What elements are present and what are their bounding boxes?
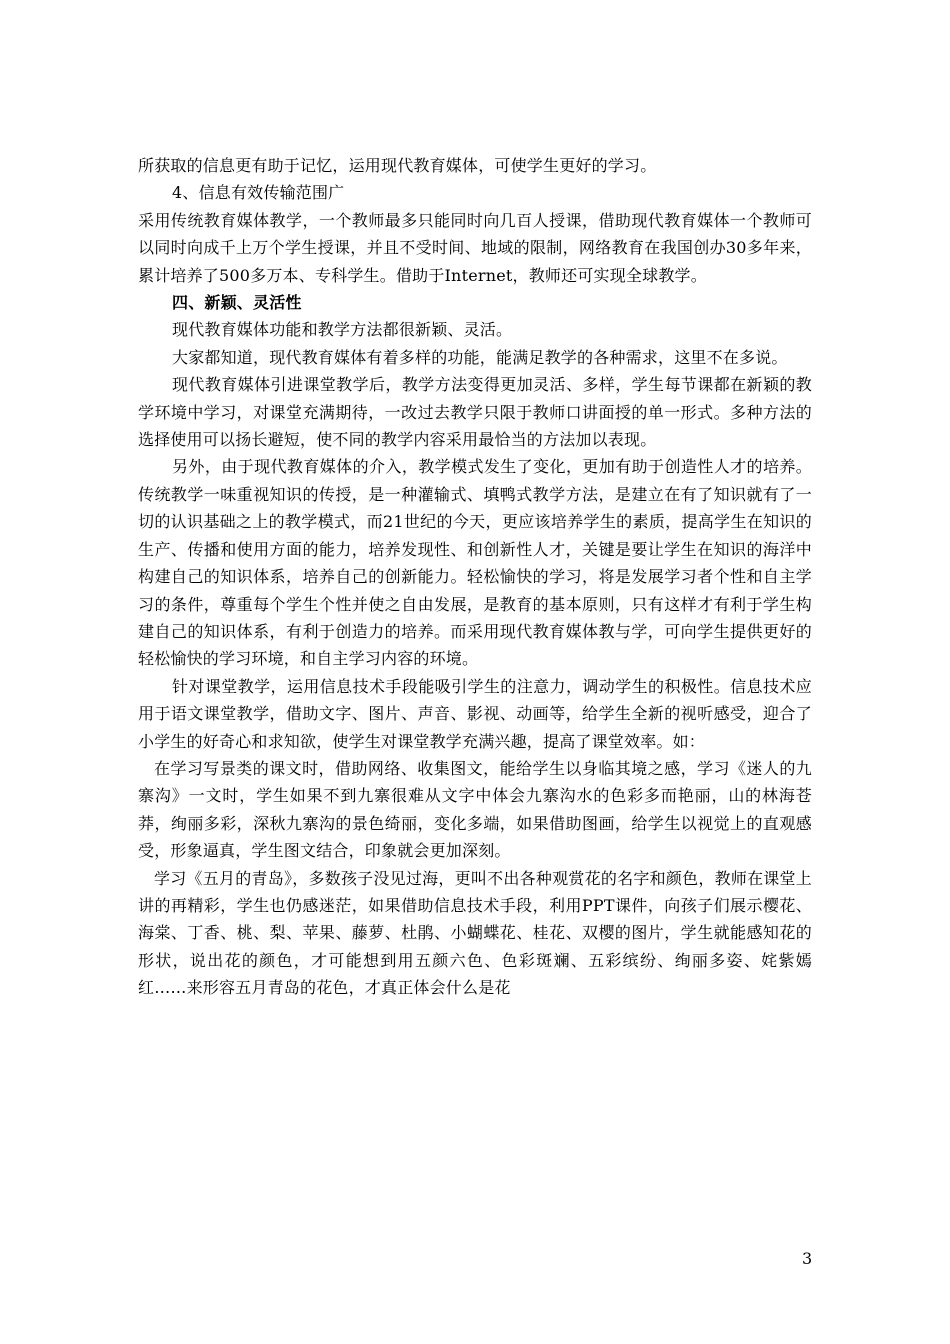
paragraph-5: 现代教育媒体引进课堂教学后，教学方法变得更加灵活、多样，学生每节课都在新颖的教学环境中学习，对课堂充满期待，一改过去教学只限于教师口讲面授的单一形式。多种方法的选择使用可以扬长避短，使不同的教学内容采用最恰当的方法加以表现。 bbox=[138, 375, 812, 450]
paragraph-9: 学习《五月的青岛》，多数孩子没见过海，更叫不出各种观赏花的名字和颜色，教师在课堂上讲的再精彩，学生也仍感迷茫，如果借助信息技术手段，利用PPT课件，向孩子们展示樱花、海棠、丁香、桃、梨、苹果、藤萝、杜鹃、小蝴蝶花、桂花、双樱的图片，学生就能感知花的形状，说出花的颜色，才可能想到用五颜六色、色彩斑斓、五彩缤纷、绚丽多姿、姹紫嫣红……来形容五月青岛的花色，才真正体会什么是花 bbox=[138, 868, 812, 998]
paragraph-1: 所获取的信息更有助于记忆，运用现代教育媒体，可使学生更好的学习。 bbox=[138, 156, 657, 175]
section-heading-4: 四、新颖、灵活性 bbox=[172, 293, 302, 313]
paragraph-3: 现代教育媒体功能和教学方法都很新颖、灵活。 bbox=[172, 320, 513, 340]
list-item-4-heading: 4、信息有效传输范围广 bbox=[172, 183, 345, 203]
paragraph-2: 采用传统教育媒体教学，一个教师最多只能同时向几百人授课，借助现代教育媒体一个教师可以同时向成千上万个学生授课，并且不受时间、地域的限制，网络教育在我国创办30多年来，累计培养了500多万本、专科学生。借助于Internet，教师还可实现全球教学。 bbox=[138, 210, 812, 285]
paragraph-7: 针对课堂教学，运用信息技术手段能吸引学生的注意力，调动学生的积极性。信息技术应用于语文课堂教学，借助文字、图片、声音、影视、动画等，给学生全新的视听感受，迎合了小学生的好奇心和求知欲，使学生对课堂教学充满兴趣，提高了课堂效率。如： bbox=[138, 676, 812, 751]
paragraph-4: 大家都知道，现代教育媒体有着多样的功能，能满足教学的各种需求，这里不在多说。 bbox=[172, 347, 788, 367]
paragraph-8: 在学习写景类的课文时，借助网络、收集图文，能给学生以身临其境之感，学习《迷人的九寨沟》一文时，学生如果不到九寨很难从文字中体会九寨沟水的色彩多而艳丽，山的林海苍莽，绚丽多彩，深秋九寨沟的景色绮丽，变化多端，如果借助图画，给学生以视觉上的直观感受，形象逼真，学生图文结合，印象就会更加深刻。 bbox=[138, 758, 812, 861]
document-body bbox=[138, 152, 812, 1002]
page-number: 3 bbox=[802, 1249, 813, 1268]
paragraph-6: 另外，由于现代教育媒体的介入，教学模式发生了变化，更加有助于创造性人才的培养。传统教学一味重视知识的传授，是一种灌输式、填鸭式教学方法，是建立在有了知识就有了一切的认识基础之上的教学模式，而21世纪的今天，更应该培养学生的素质，提高学生在知识的生产、传播和使用方面的能力，培养发现性、和创新性人才，关键是要让学生在知识的海洋中构建自己的知识体系，培养自己的创新能力。轻松愉快的学习，将是发展学习者个性和自主学习的条件，尊重每个学生个性并使之自由发展，是教育的基本原则，只有这样才有利于学生构建自己的知识体系，有利于创造力的培养。而采用现代教育媒体教与学，可向学生提供更好的轻松愉快的学习环境，和自主学习内容的环境。 bbox=[138, 457, 812, 669]
